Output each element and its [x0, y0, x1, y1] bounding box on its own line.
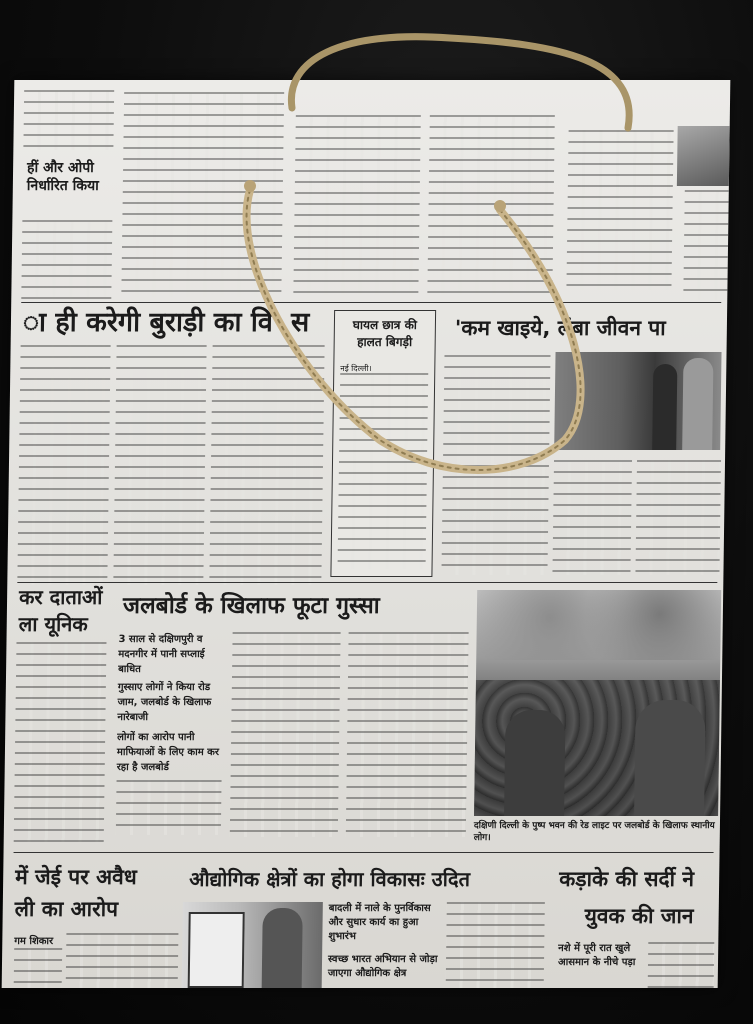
- person-figure: [652, 364, 677, 450]
- headline-burari: ा ही करेगी बुराड़ी का वि: [22, 307, 274, 338]
- text-column: [209, 345, 324, 585]
- person-figure: [634, 700, 706, 816]
- section-rule: [14, 852, 714, 853]
- bullet-item: 3 साल से दक्षिणपुरी व मदनगीर में पानी सप्लाई बाधित: [118, 634, 205, 675]
- bottom-headline-right-1: कड़ाके की सर्दी ने: [559, 867, 695, 891]
- men-photo: [554, 352, 721, 450]
- text-column: [14, 642, 107, 842]
- text-column: [683, 190, 729, 300]
- left-fragment-2: ला यूनिक: [18, 612, 88, 636]
- headline-kam-khaiye: 'कम खाइये, लंबा जीवन पा: [454, 316, 666, 340]
- text-column: [346, 632, 469, 837]
- headline-burari-tail: स: [290, 307, 310, 338]
- top-left-fragment: हीं और ओपी: [26, 160, 94, 176]
- bullet-item: लोगों का आरोप पानी माफियाओं के लिए काम कर रहा है जलबोर्ड: [116, 732, 220, 773]
- text-column: [21, 220, 112, 300]
- text-column: [566, 130, 673, 290]
- text-column: [23, 90, 114, 150]
- top-left-fragment-2: निर्धारित किया: [26, 178, 99, 194]
- text-column: [552, 460, 632, 575]
- text-column: [116, 780, 222, 835]
- whiteboard-shape: [188, 912, 245, 988]
- text-column: [427, 115, 555, 295]
- box-story: [330, 310, 436, 577]
- bottom-left-small: गम शिकार: [14, 936, 54, 947]
- text-column: [635, 460, 721, 575]
- bottom-headline-right-2: युवक की जान: [584, 904, 694, 928]
- text-column: [293, 115, 421, 295]
- person-figure: [682, 358, 713, 450]
- text-column: [441, 355, 550, 575]
- person-figure: [262, 908, 303, 988]
- photo-caption: दक्षिणी दिल्ली के पुष्प भवन की रेड लाइट पर जलबोर्ड के खिलाफ स्थानीय लोग।: [473, 821, 715, 843]
- text-column: [648, 942, 715, 988]
- tree-shape: [476, 590, 721, 660]
- box-headline: घायल छात्र की हालत बिगड़ी: [352, 318, 418, 349]
- text-column: [338, 373, 429, 569]
- bottom-bullet: स्वच्छ भारत अभियान से जोड़ा जाएगा औद्योगिक क्षेत्र: [327, 954, 438, 979]
- text-column: [113, 345, 206, 585]
- text-column: [230, 632, 341, 837]
- text-column: [446, 902, 545, 988]
- headline-jalboard: जलबोर्ड के खिलाफ फूटा गुस्सा: [122, 593, 380, 619]
- top-right-photo: [677, 126, 730, 186]
- bullet-item: गुस्साए लोगों ने किया रोड जाम, जलबोर्ड के खिलाफ नारेबाजी: [117, 682, 212, 723]
- text-column: [121, 92, 284, 297]
- left-fragment-1: कर दाताओं: [18, 585, 103, 609]
- bottom-headline-left-1: में जेई पर अवैध: [15, 865, 137, 889]
- person-figure: [504, 710, 565, 816]
- crowd-photo: [474, 590, 721, 816]
- text-column: [17, 345, 110, 585]
- bottom-headline-left-2: ली का आरोप: [14, 897, 119, 921]
- text-column: [14, 948, 63, 988]
- bottom-bullet: बादली में नाले के पुनर्विकास और सुधार कार्य का हुआ शुभारंभ: [328, 903, 431, 942]
- newspaper-paper-bag: [2, 80, 731, 988]
- bottom-headline-center: औद्योगिक क्षेत्रों का होगा विकासः उदित: [189, 867, 471, 891]
- bottom-right-bullet: नशे में पूरी रात खुले आसमान के नीचे पड़ा: [557, 943, 636, 968]
- text-column: [66, 933, 179, 988]
- section-rule: [17, 582, 717, 583]
- speaker-photo: [182, 902, 323, 988]
- box-lead: नई दिल्ली।: [340, 364, 372, 373]
